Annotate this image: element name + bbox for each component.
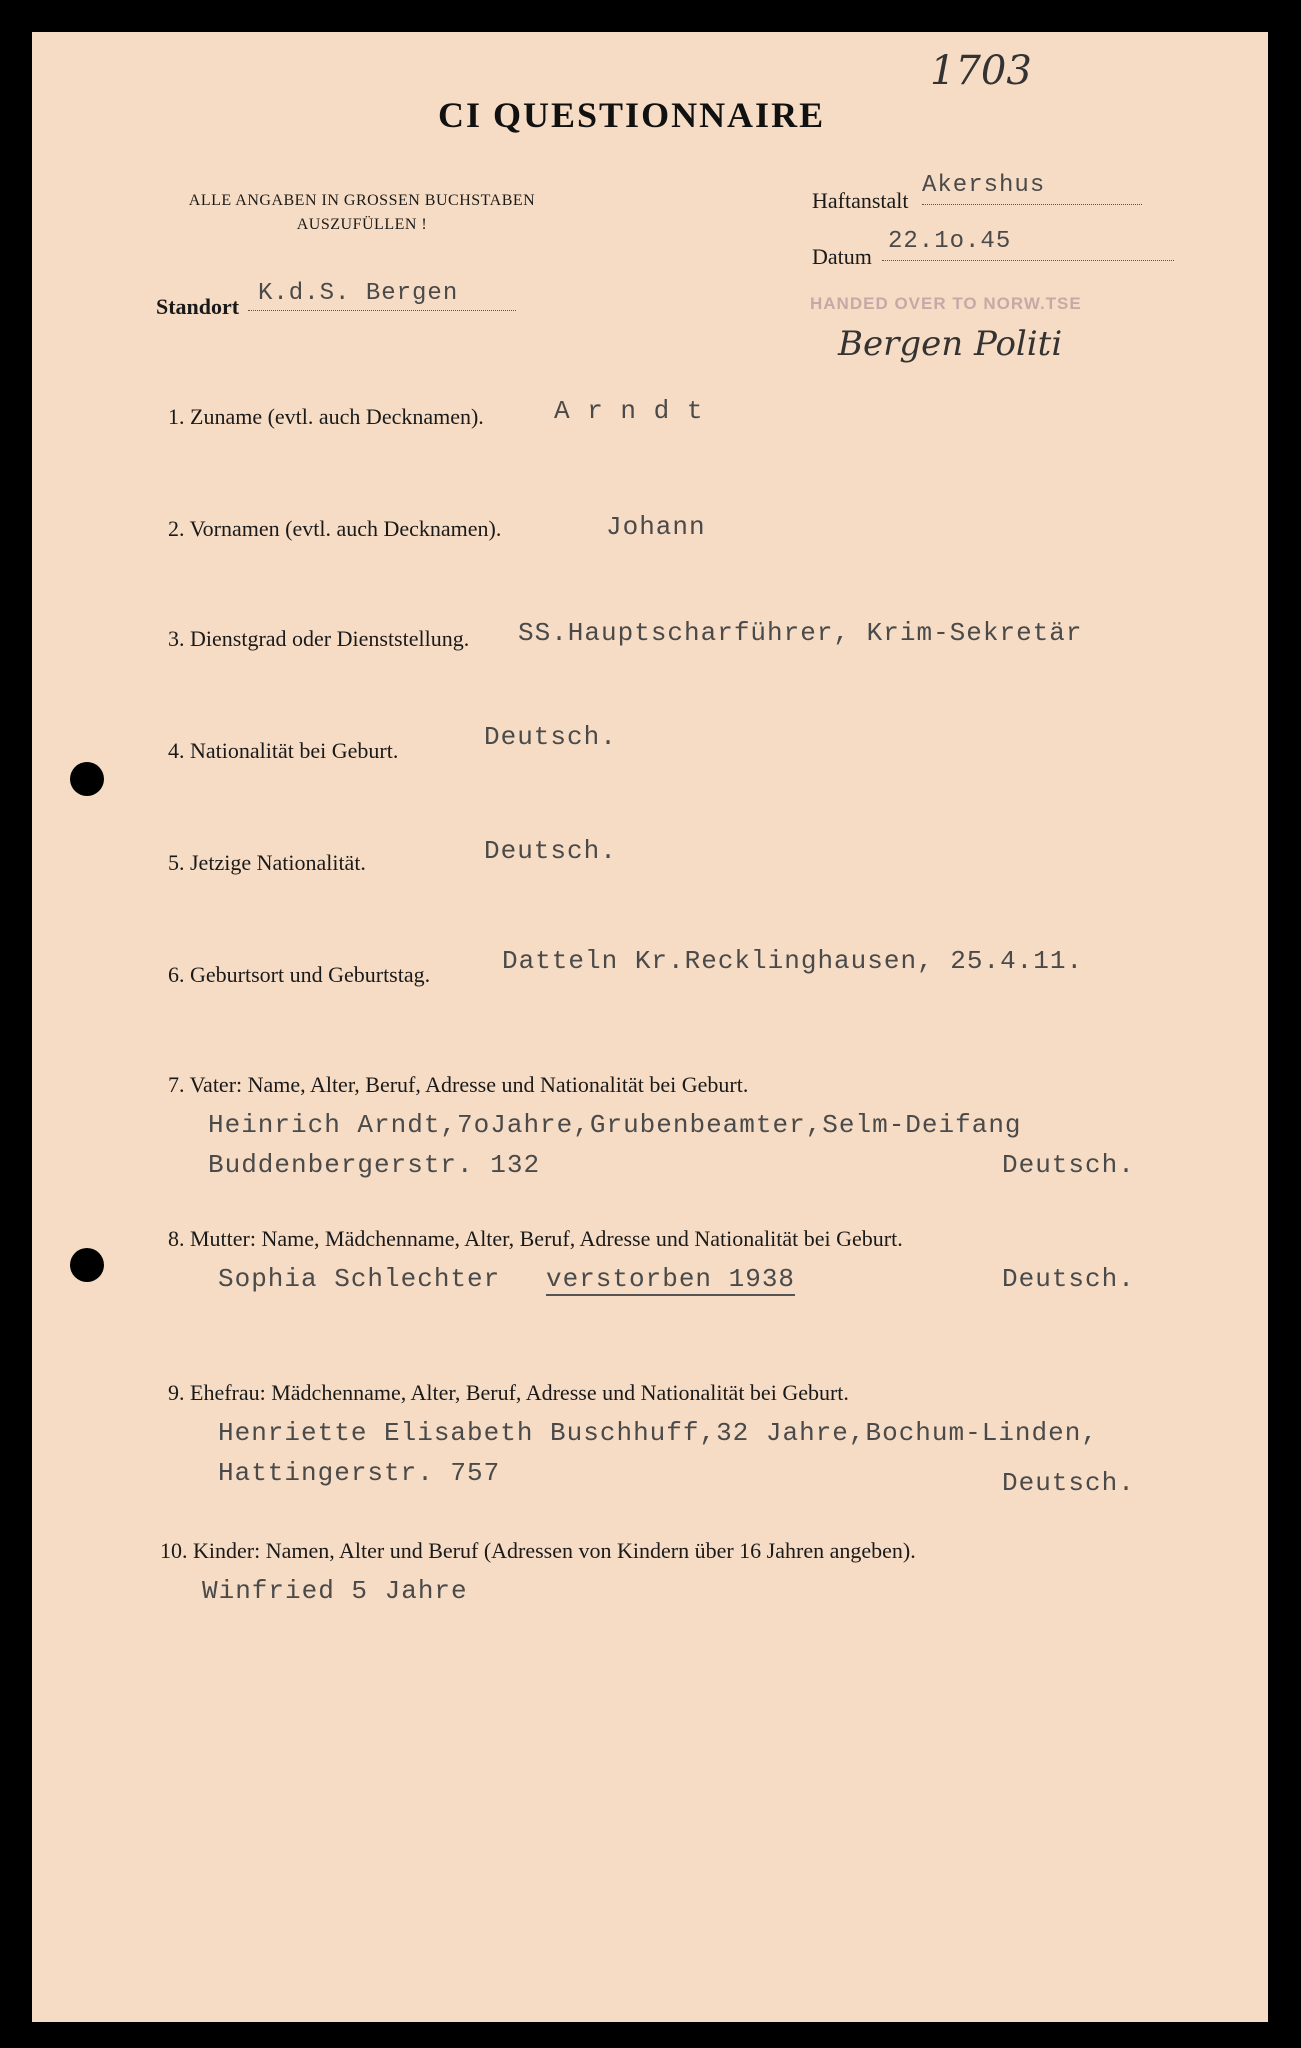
question-8-status: verstorben 1938 — [546, 1264, 796, 1294]
question-7-label: 7. Vater: Name, Alter, Beruf, Adresse und Nationalität bei Geburt. — [168, 1072, 749, 1097]
haftanstalt-line — [922, 204, 1142, 205]
question-7-line-1: Heinrich Arndt,7oJahre,Grubenbeamter,Selm-Deifang — [208, 1110, 1022, 1140]
question-7-nationality: Deutsch. — [1002, 1150, 1135, 1180]
question-8-nationality: Deutsch. — [1002, 1264, 1135, 1294]
question-7-line-2: Buddenbergerstr. 132 — [208, 1150, 541, 1180]
question-10-label: 10. Kinder: Namen, Alter und Beruf (Adressen von Kindern über 16 Jahren angeben). — [160, 1538, 916, 1563]
question-5-label: 5. Jetzige Nationalität. — [168, 850, 366, 875]
document-sheet — [32, 32, 1268, 2022]
question-10-answer: Winfried 5 Jahre — [202, 1576, 468, 1606]
question-3-answer: SS.Hauptscharführer, Krim-Sekretär — [518, 618, 1083, 648]
question-2-answer: Johann — [606, 512, 706, 542]
punch-hole-bottom — [70, 1248, 104, 1282]
handed-over-stamp: HANDED OVER TO NORW.TSE — [810, 294, 1082, 313]
standort-value: K.d.S. Bergen — [258, 280, 459, 307]
question-6-label: 6. Geburtsort und Geburtstag. — [168, 962, 431, 987]
question-4-answer: Deutsch. — [484, 722, 617, 752]
question-9-label: 9. Ehefrau: Mädchenname, Alter, Beruf, Adresse und Nationalität bei Geburt. — [168, 1380, 849, 1405]
question-2-label: 2. Vornamen (evtl. auch Decknamen). — [168, 516, 502, 541]
question-9-line-1: Henriette Elisabeth Buschhuff,32 Jahre,Bochum-Linden, — [218, 1418, 1098, 1448]
page-title: CI QUESTIONNAIRE — [438, 95, 826, 135]
instruction-line-1: ALLE ANGABEN IN GROSSEN BUCHSTABEN — [188, 192, 536, 209]
handwritten-note: Bergen Politi — [838, 324, 1063, 364]
question-8-label: 8. Mutter: Name, Mädchenname, Alter, Beruf, Adresse und Nationalität bei Geburt. — [168, 1226, 903, 1251]
haftanstalt-value: Akershus — [922, 172, 1046, 199]
instruction-line-2: AUSZUFÜLLEN ! — [296, 216, 428, 233]
datum-line — [882, 260, 1174, 261]
question-1-answer: A r n d t — [554, 396, 704, 426]
question-9-nationality: Deutsch. — [1002, 1468, 1135, 1498]
standort-label: Standort — [156, 294, 240, 319]
question-9-line-2: Hattingerstr. 757 — [218, 1458, 501, 1488]
question-6-answer: Datteln Kr.Recklinghausen, 25.4.11. — [502, 946, 1084, 976]
standort-line — [248, 310, 516, 311]
question-1-label: 1. Zuname (evtl. auch Decknamen). — [168, 404, 484, 429]
haftanstalt-label: Haftanstalt — [812, 188, 909, 213]
punch-hole-top — [70, 762, 104, 796]
datum-value: 22.1o.45 — [888, 228, 1012, 255]
question-4-label: 4. Nationalität bei Geburt. — [168, 738, 399, 763]
question-3-label: 3. Dienstgrad oder Dienststellung. — [168, 626, 470, 651]
document-number: 1703 — [930, 48, 1032, 94]
question-8-name: Sophia Schlechter — [218, 1264, 501, 1294]
datum-label: Datum — [812, 244, 872, 269]
question-5-answer: Deutsch. — [484, 836, 617, 866]
